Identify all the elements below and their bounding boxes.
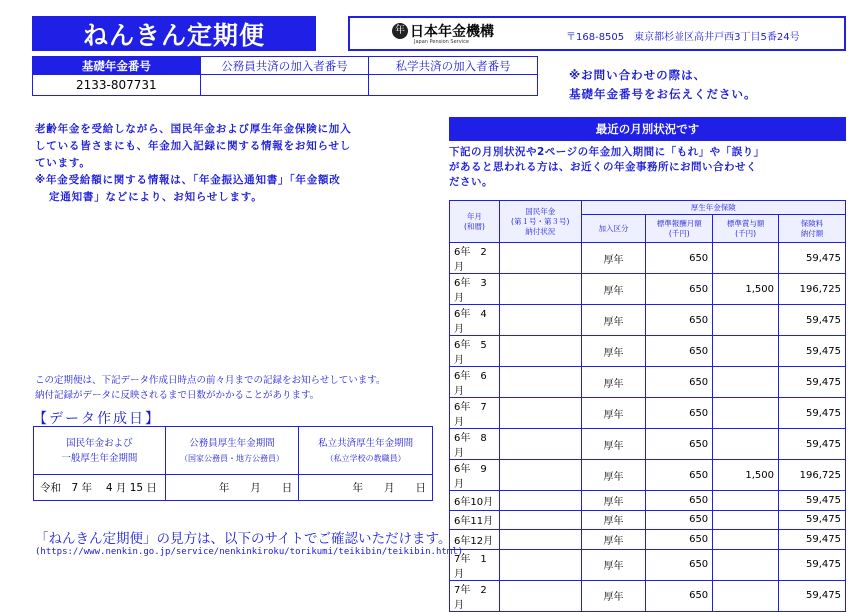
enrollment-type-cell: 厚年 <box>581 243 646 274</box>
intro-note: ※年金受給額に関する情報は、「年金振込通知書」「年金額改 <box>35 174 341 186</box>
record-note <box>35 373 385 403</box>
premium-paid-cell: 59,475 <box>779 429 846 460</box>
premium-paid-cell: 59,475 <box>779 510 846 530</box>
premium-paid-cell: 196,725 <box>779 460 846 491</box>
standard-bonus-cell <box>713 491 779 511</box>
table-row <box>450 491 846 511</box>
table-row <box>450 460 846 491</box>
recent-desc-line: があると思われる方は、お近くの年金事務所にお問い合わせく <box>449 161 757 173</box>
standard-monthly-pay-cell: 650 <box>646 549 713 580</box>
table-row <box>450 549 846 580</box>
org-subtitle: Japan Pension Service <box>414 39 469 45</box>
monthly-status-table <box>449 200 846 612</box>
private-school-period-header: 私立共済厚生年金期間 （私立学校の教職員） <box>299 427 433 475</box>
month-cell: 6年 3月 <box>450 274 500 305</box>
premium-paid-cell: 59,475 <box>779 367 846 398</box>
enrollment-type-column-header: 加入区分 <box>581 215 646 243</box>
standard-monthly-pay-cell: 650 <box>646 429 713 460</box>
record-note-line: この定期便は、下記データ作成日時点の前々月までの記録をお知らせしています。 <box>35 375 386 386</box>
premium-paid-cell: 59,475 <box>779 580 846 611</box>
premium-paid-cell: 59,475 <box>779 530 846 550</box>
private-school-number-value <box>369 75 538 96</box>
standard-bonus-cell <box>713 580 779 611</box>
national-pension-cell <box>499 580 581 611</box>
standard-monthly-pay-cell: 650 <box>646 398 713 429</box>
standard-monthly-pay-cell: 650 <box>646 491 713 511</box>
table-row <box>450 530 846 550</box>
standard-bonus-cell <box>713 510 779 530</box>
contact-note-line: ※お問い合わせの際は、 <box>569 68 707 82</box>
national-pension-cell <box>499 510 581 530</box>
intro-line: している皆さまにも、年金加入記録に関する情報をお知らせし <box>35 140 352 152</box>
premium-paid-cell: 59,475 <box>779 243 846 274</box>
month-cell: 6年 9月 <box>450 460 500 491</box>
standard-bonus-cell <box>713 367 779 398</box>
org-logo-icon: 年 <box>392 23 408 39</box>
employee-pension-group-header: 厚生年金保険 <box>581 201 845 215</box>
month-cell: 6年 7月 <box>450 398 500 429</box>
standard-bonus-cell <box>713 429 779 460</box>
civil-servant-period-header: 公務員厚生年金期間 （国家公務員・地方公務員） <box>165 427 299 475</box>
contact-note <box>569 66 757 104</box>
table-row <box>450 580 846 611</box>
table-row <box>450 429 846 460</box>
data-date-label: 【データ作成日】 <box>33 411 161 427</box>
standard-bonus-cell <box>713 336 779 367</box>
contact-note-line: 基礎年金番号をお伝えください。 <box>569 87 757 101</box>
premium-paid-cell: 59,475 <box>779 491 846 511</box>
org-name: 日本年金機構 <box>410 24 494 40</box>
footer-text: 「ねんきん定期便」の見方は、以下のサイトでご確認いただけます。 <box>35 531 452 547</box>
standard-bonus-cell <box>713 549 779 580</box>
enrollment-type-cell: 厚年 <box>581 429 646 460</box>
standard-monthly-pay-cell: 650 <box>646 580 713 611</box>
pension-number-table <box>32 56 538 96</box>
enrollment-type-cell: 厚年 <box>581 549 646 580</box>
enrollment-type-cell: 厚年 <box>581 460 646 491</box>
month-cell: 6年 6月 <box>450 367 500 398</box>
standard-monthly-pay-column-header: 標準報酬月額 (千円) <box>646 215 713 243</box>
enrollment-type-cell: 厚年 <box>581 305 646 336</box>
table-row <box>450 510 846 530</box>
enrollment-type-cell: 厚年 <box>581 580 646 611</box>
page-title: ねんきん定期便 <box>32 16 316 51</box>
national-pension-cell <box>499 274 581 305</box>
standard-monthly-pay-cell: 650 <box>646 460 713 491</box>
standard-bonus-cell: 1,500 <box>713 274 779 305</box>
org-info-box <box>348 16 846 51</box>
table-row <box>450 243 846 274</box>
national-pension-cell <box>499 491 581 511</box>
enrollment-type-cell: 厚年 <box>581 274 646 305</box>
month-cell: 6年12月 <box>450 530 500 550</box>
recent-desc-line: 下記の月別状況や2ページの年金加入期間に「もれ」や「誤り」 <box>449 146 765 158</box>
intro-note: 定通知書」などにより、お知らせします。 <box>49 191 263 203</box>
standard-bonus-cell <box>713 305 779 336</box>
enrollment-type-cell: 厚年 <box>581 510 646 530</box>
footer-url-link[interactable]: (https://www.nenkin.go.jp/service/nenkinkiroku/torikumi/teikibin/teikibin.html) <box>35 547 464 557</box>
standard-monthly-pay-cell: 650 <box>646 336 713 367</box>
national-pension-cell <box>499 429 581 460</box>
standard-monthly-pay-cell: 650 <box>646 274 713 305</box>
national-pension-column-header: 国民年金 (第１号・第３号) 納付状況 <box>499 201 581 243</box>
private-school-date-value: 年 月 日 <box>299 475 433 501</box>
enrollment-type-cell: 厚年 <box>581 398 646 429</box>
national-pension-period-header: 国民年金および 一般厚生年金期間 <box>34 427 166 475</box>
table-row <box>450 367 846 398</box>
table-row <box>450 305 846 336</box>
recent-status-header: 最近の月別状況です <box>449 117 846 141</box>
premium-paid-cell: 59,475 <box>779 305 846 336</box>
national-pension-cell <box>499 367 581 398</box>
month-cell: 6年 2月 <box>450 243 500 274</box>
month-cell: 6年 5月 <box>450 336 500 367</box>
month-cell: 6年 4月 <box>450 305 500 336</box>
premium-paid-column-header: 保険料 納付額 <box>779 215 846 243</box>
recent-status-description <box>449 145 849 190</box>
standard-bonus-cell <box>713 243 779 274</box>
record-note-line: 納付記録がデータに反映されるまで日数がかかることがあります。 <box>35 390 320 401</box>
standard-monthly-pay-cell: 650 <box>646 305 713 336</box>
intro-line: 老齢年金を受給しながら、国民年金および厚生年金保険に加入 <box>35 123 352 135</box>
data-date-table <box>33 426 433 501</box>
national-pension-cell <box>499 336 581 367</box>
month-cell: 6年11月 <box>450 510 500 530</box>
standard-bonus-column-header: 標準賞与額 (千円) <box>713 215 779 243</box>
civil-servant-number-value <box>200 75 369 96</box>
enrollment-type-cell: 厚年 <box>581 530 646 550</box>
org-address: 〒168-8505 東京都杉並区高井戸西3丁目5番24号 <box>566 32 800 43</box>
month-cell: 6年 8月 <box>450 429 500 460</box>
national-pension-cell <box>499 243 581 274</box>
standard-bonus-cell <box>713 398 779 429</box>
standard-bonus-cell: 1,500 <box>713 460 779 491</box>
basic-pension-number-header: 基礎年金番号 <box>33 57 201 75</box>
civil-servant-number-header: 公務員共済の加入者番号 <box>200 57 369 75</box>
premium-paid-cell: 59,475 <box>779 549 846 580</box>
monthly-status-rows <box>450 243 846 612</box>
table-row <box>450 398 846 429</box>
standard-bonus-cell <box>713 530 779 550</box>
premium-paid-cell: 59,475 <box>779 398 846 429</box>
national-pension-cell <box>499 549 581 580</box>
enrollment-type-cell: 厚年 <box>581 367 646 398</box>
premium-paid-cell: 59,475 <box>779 336 846 367</box>
recent-desc-line: ださい。 <box>449 176 493 188</box>
standard-monthly-pay-cell: 650 <box>646 530 713 550</box>
month-cell: 7年 2月 <box>450 580 500 611</box>
national-pension-date-value: 令和 7 年 4 月 15 日 <box>34 475 166 501</box>
national-pension-cell <box>499 305 581 336</box>
month-cell: 6年10月 <box>450 491 500 511</box>
premium-paid-cell: 196,725 <box>779 274 846 305</box>
enrollment-type-cell: 厚年 <box>581 491 646 511</box>
national-pension-cell <box>499 460 581 491</box>
intro-text <box>35 121 430 206</box>
month-cell: 7年 1月 <box>450 549 500 580</box>
table-row <box>450 274 846 305</box>
basic-pension-number-value: 2133-807731 <box>33 75 201 96</box>
private-school-number-header: 私学共済の加入者番号 <box>369 57 538 75</box>
table-row <box>450 336 846 367</box>
standard-monthly-pay-cell: 650 <box>646 243 713 274</box>
standard-monthly-pay-cell: 650 <box>646 367 713 398</box>
month-column-header: 年月 (和暦) <box>450 201 500 243</box>
standard-monthly-pay-cell: 650 <box>646 510 713 530</box>
national-pension-cell <box>499 530 581 550</box>
civil-servant-date-value: 年 月 日 <box>165 475 299 501</box>
national-pension-cell <box>499 398 581 429</box>
enrollment-type-cell: 厚年 <box>581 336 646 367</box>
intro-line: ています。 <box>35 157 91 169</box>
